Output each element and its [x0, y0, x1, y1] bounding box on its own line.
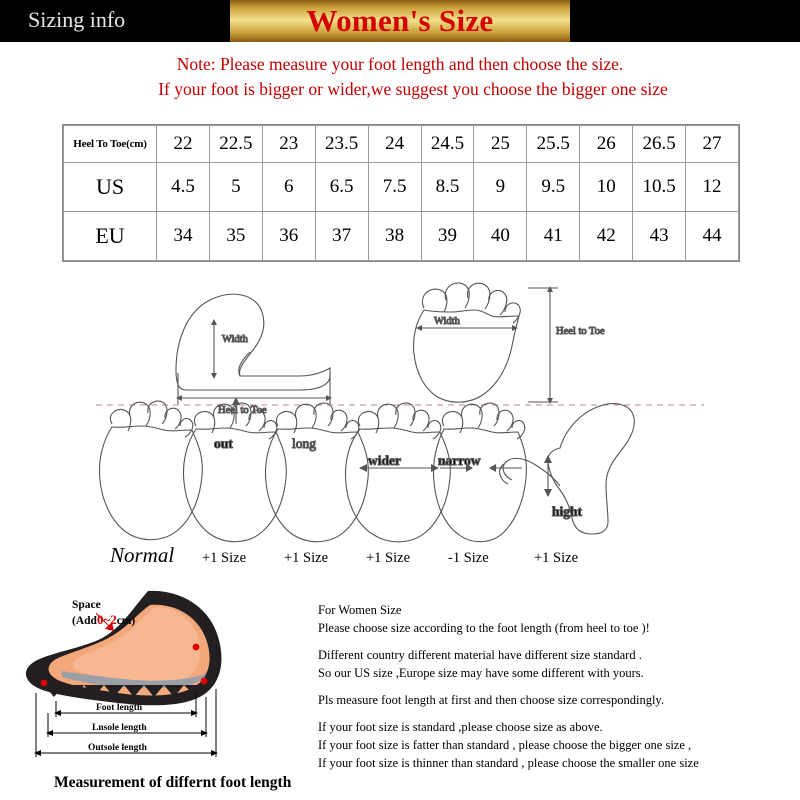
label-outsole-length: Outsole length: [88, 743, 147, 753]
space-annotation: [72, 599, 135, 628]
cell: 36: [262, 212, 315, 261]
top-foot-heel-to-toe-arrow: [528, 286, 558, 404]
top-foot-width-label: Width: [434, 316, 460, 327]
shoe-cross-section-diagram: [0, 585, 320, 800]
cell: 34: [157, 212, 210, 261]
instructions-block: [318, 603, 788, 774]
foot-shape-normal: [100, 401, 203, 540]
cell: 25.5: [527, 126, 580, 163]
sizing-info-label: Sizing info: [28, 7, 126, 32]
label-foot-length: Foot length: [96, 703, 143, 713]
foot-label-long: long: [292, 436, 317, 451]
diagram-area: [0, 272, 800, 592]
cell: 6: [262, 163, 315, 212]
table-row: [64, 126, 739, 163]
space-add-value: 0~2: [96, 612, 117, 627]
instructions-heading: For Women Size: [318, 603, 402, 617]
cell: 43: [633, 212, 686, 261]
cell: 23.5: [315, 126, 368, 163]
foot-label-wider: wider: [368, 453, 401, 468]
cell: 22.5: [209, 126, 262, 163]
table-row: [64, 163, 739, 212]
row-header-us: US: [64, 163, 157, 212]
cell: 8.5: [421, 163, 474, 212]
shape-caption-6: +1 Size: [534, 550, 579, 566]
cell: 35: [209, 212, 262, 261]
foot-shape-out: [184, 397, 287, 542]
side-foot-outline: [176, 294, 330, 390]
cell: 9.5: [527, 163, 580, 212]
row-header-eu: EU: [64, 212, 157, 261]
cell: 41: [527, 212, 580, 261]
instructions-line-1: Please choose size according to the foot length (from heel to toe )!: [318, 621, 650, 635]
shape-caption-5: -1 Size: [448, 550, 489, 566]
note-block: [62, 52, 738, 102]
shape-caption-4: +1 Size: [366, 550, 411, 566]
foot-label-narrow: narrow: [438, 453, 481, 468]
shape-caption-2: +1 Size: [202, 550, 247, 566]
instructions-line-7: If your foot size is thinner than standard , please choose the smaller one size: [318, 756, 699, 770]
foot-label-hight: hight: [552, 504, 583, 519]
cell: 7.5: [368, 163, 421, 212]
side-foot-heel-to-toe-label: Heel to Toe: [218, 405, 267, 416]
space-add-prefix: (Add: [72, 615, 97, 627]
label-insole-length: Lnsole length: [92, 723, 147, 733]
note-line-2: If your foot is bigger or wider,we suggest you choose the bigger one size: [158, 79, 668, 99]
top-foot-width-arrow: [416, 325, 518, 331]
cell: 38: [368, 212, 421, 261]
side-foot-heel-to-toe-arrow: [176, 373, 332, 404]
cell: 4.5: [157, 163, 210, 212]
marker-dot-heel: [41, 680, 48, 687]
side-foot-width-arrow: [211, 319, 217, 379]
space-label: Space: [72, 599, 101, 611]
space-add-annotation: [72, 612, 135, 628]
cell: 42: [580, 212, 633, 261]
shape-caption-normal: Normal: [110, 543, 175, 567]
note-line-1: Note: Please measure your foot length and then choose the size.: [176, 54, 624, 74]
cell: 24.5: [421, 126, 474, 163]
top-foot-heel-to-toe-label: Heel to Toe: [556, 326, 605, 337]
lower-section: [0, 585, 800, 800]
header-bar: [0, 0, 800, 42]
marker-dot-sole: [201, 678, 208, 685]
cell: 40: [474, 212, 527, 261]
cell: 39: [421, 212, 474, 261]
table-row: [64, 212, 739, 261]
marker-dot-toe: [193, 644, 200, 651]
top-foot-outline: [413, 283, 520, 402]
cell: 27: [686, 126, 739, 163]
foot-shape-wider: [346, 403, 451, 542]
cell: 10: [580, 163, 633, 212]
instructions-line-3: So our US size ,Europe size may have some different with yours.: [318, 666, 644, 680]
cell: 44: [686, 212, 739, 261]
cell: 12: [686, 163, 739, 212]
diagram-caption: Measurement of differnt foot length: [54, 774, 292, 791]
cell: 37: [315, 212, 368, 261]
instructions-line-5: If your foot size is standard ,please choose size as above.: [318, 720, 603, 734]
cell: 25: [474, 126, 527, 163]
cell: 22: [157, 126, 210, 163]
cell: 5: [209, 163, 262, 212]
cell: 26.5: [633, 126, 686, 163]
size-table-container: [62, 124, 740, 262]
instructions-line-4: Pls measure foot length at first and then choose size correspondingly.: [318, 693, 664, 707]
cell: 9: [474, 163, 527, 212]
cell: 26: [580, 126, 633, 163]
foot-shape-narrow: [433, 403, 526, 542]
size-table: [63, 125, 739, 261]
cell: 24: [368, 126, 421, 163]
row-header-heel-to-toe: Heel To Toe(cm): [64, 126, 157, 163]
cell: 6.5: [315, 163, 368, 212]
page-title: Women's Size: [306, 3, 494, 38]
shape-caption-3: +1 Size: [284, 550, 329, 566]
instructions-line-6: If your foot size is fatter than standard , please choose the bigger one size ,: [318, 738, 692, 752]
title-ribbon: [230, 0, 570, 42]
space-add-suffix: cm): [116, 615, 136, 627]
cell: 10.5: [633, 163, 686, 212]
instructions-line-2: Different country different material have different size standard .: [318, 648, 642, 662]
side-foot-width-label: Width: [222, 334, 248, 345]
foot-shape-long: [266, 403, 369, 542]
foot-label-out: out: [214, 436, 233, 451]
cell: 23: [262, 126, 315, 163]
